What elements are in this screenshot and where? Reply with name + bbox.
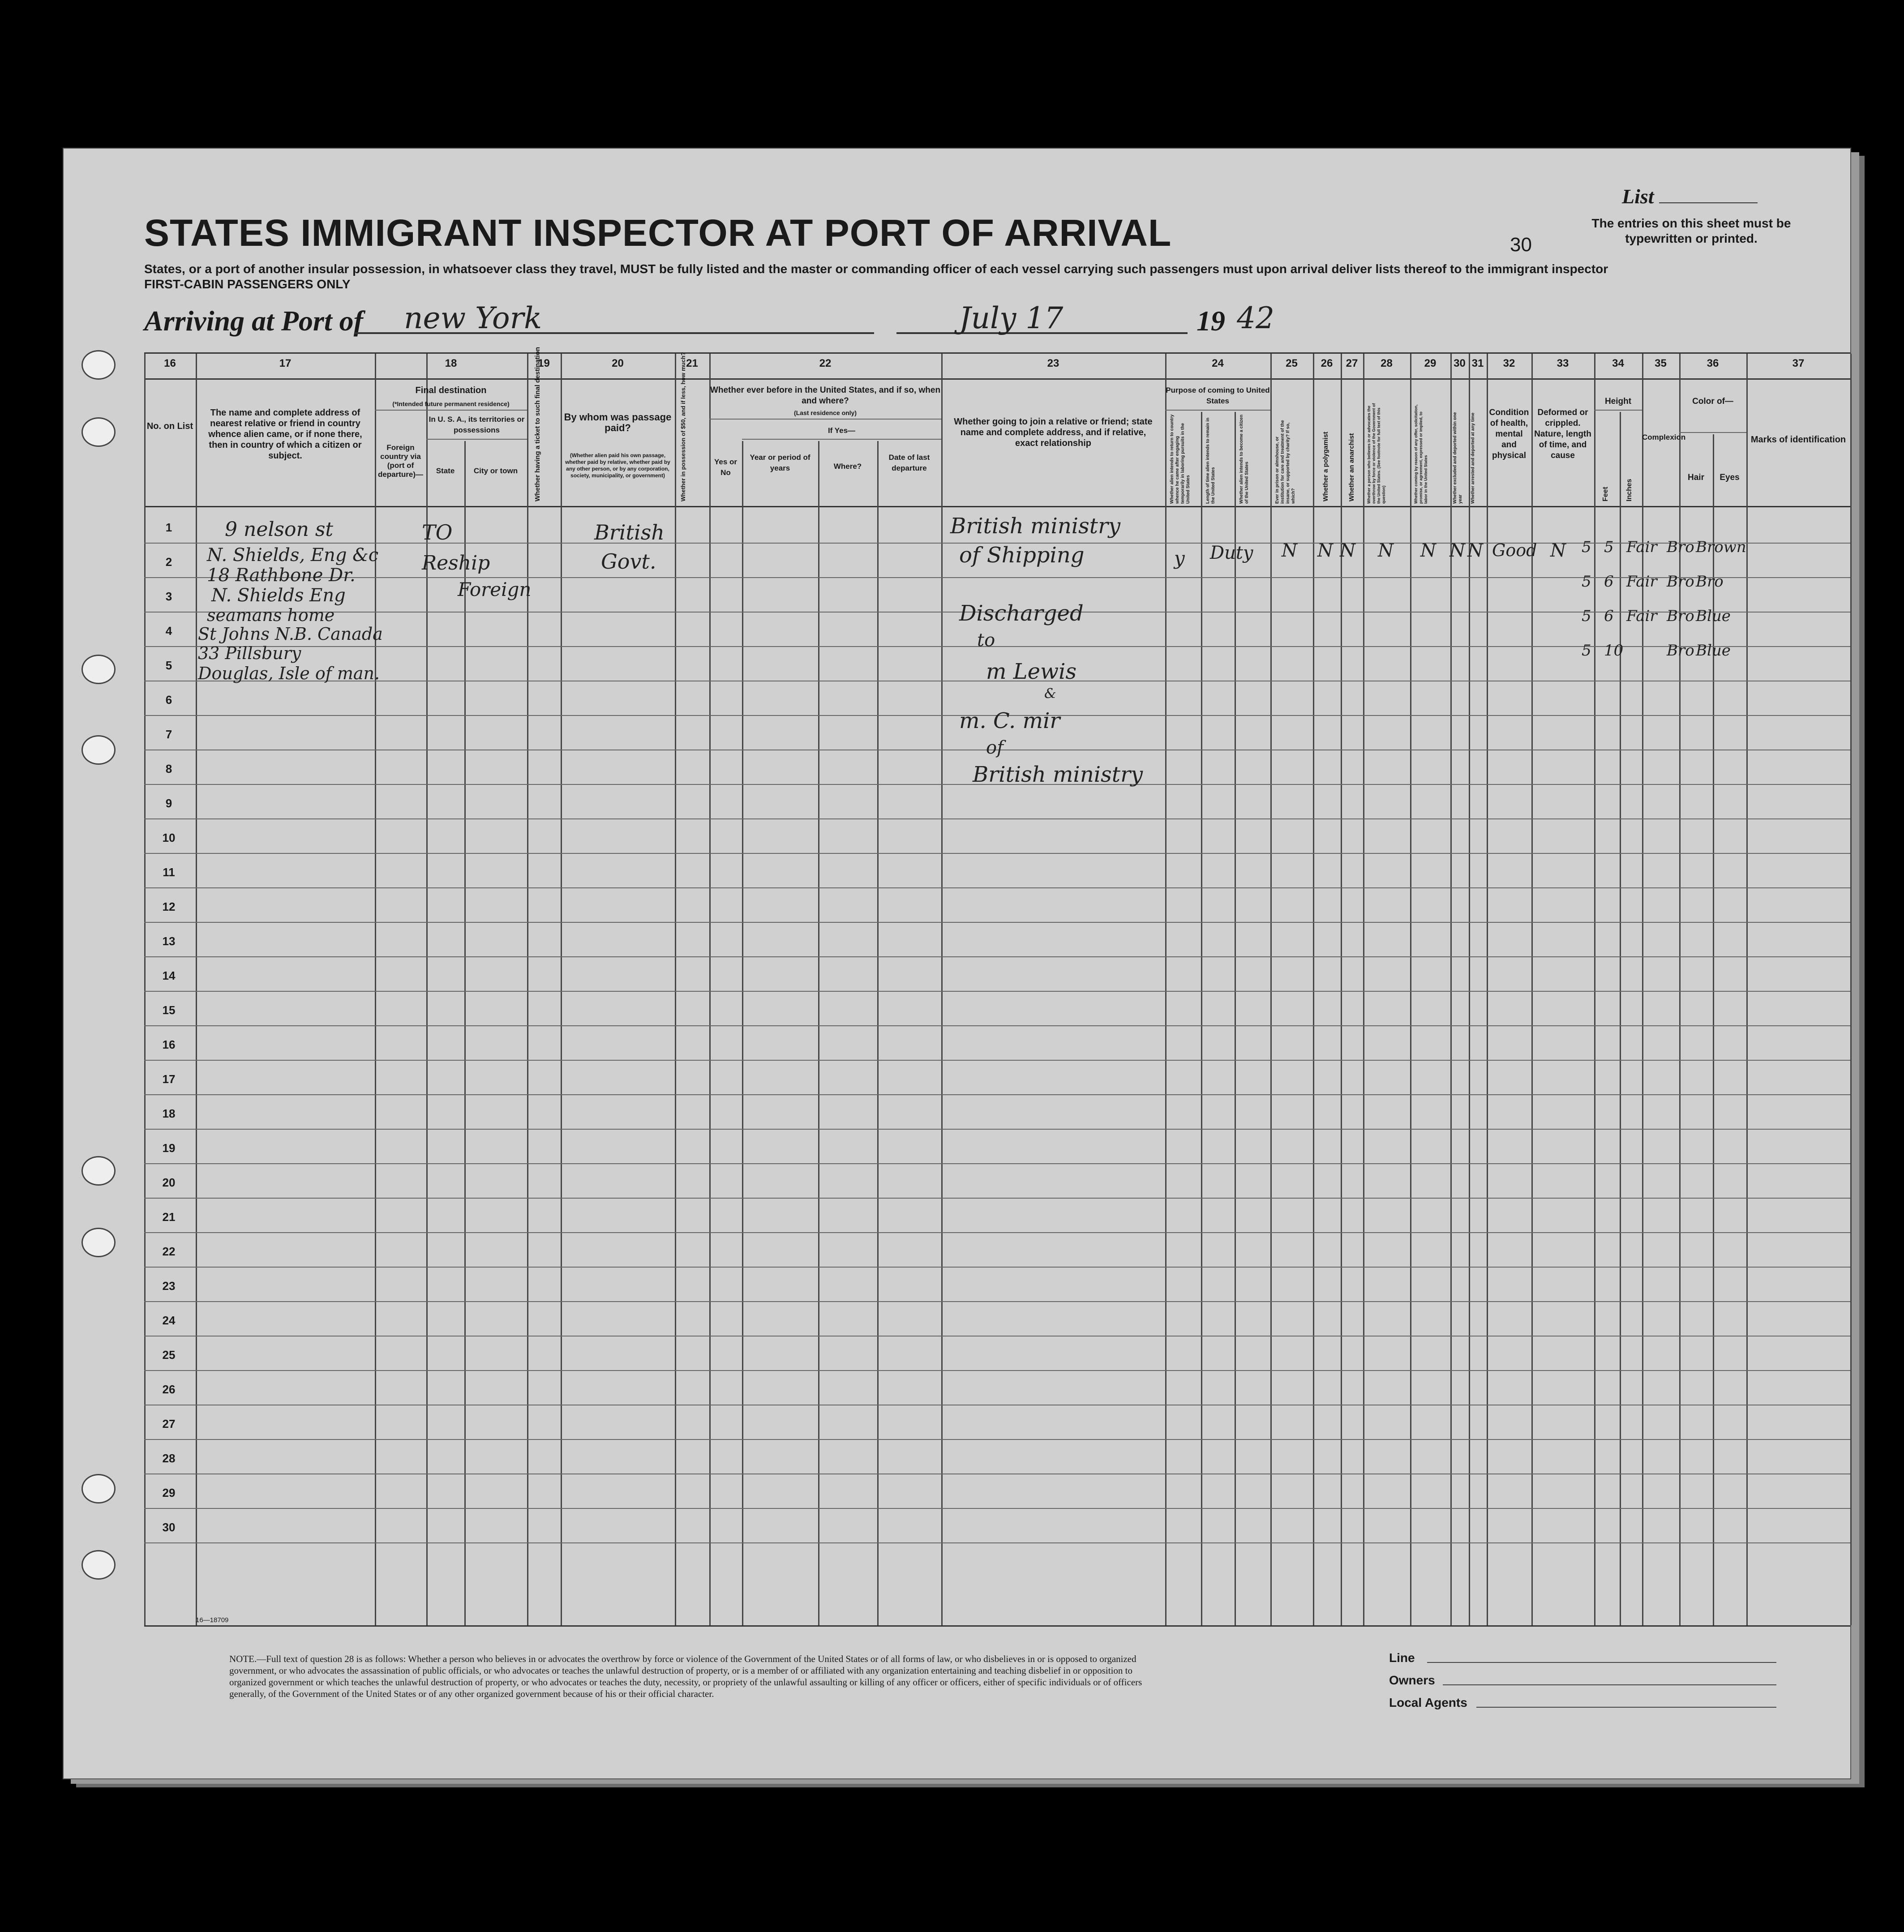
header-height: Height <box>1604 397 1632 406</box>
header-excluded: Whether excluded and deported within one year <box>1453 412 1463 504</box>
height-inches-value: 5 <box>1604 538 1614 556</box>
join-relative-line: to <box>977 630 995 651</box>
table-row <box>144 922 1850 923</box>
table-row <box>144 991 1850 992</box>
table-row <box>144 1129 1850 1130</box>
join-relative-line: m Lewis <box>986 659 1077 684</box>
relative-address-line: St Johns N.B. Canada <box>198 624 383 644</box>
height-inches-value: 10 <box>1604 642 1624 660</box>
row-number: 6 <box>165 693 172 707</box>
hair-color-value: Bro <box>1667 573 1694 591</box>
header-no-on-list: No. on List <box>146 421 193 431</box>
col-number: 33 <box>1557 357 1569 369</box>
header-fifty-dollars: Whether in possession of $50, and if less, how much? <box>680 352 686 501</box>
height-feet-value: 5 <box>1582 538 1591 556</box>
header-where: Where? <box>833 462 862 471</box>
row-number: 8 <box>165 762 172 775</box>
arrival-date: July 17 <box>959 301 1063 335</box>
eye-color-value: Blue <box>1696 607 1731 625</box>
arrested-value: N <box>1467 540 1483 561</box>
binder-ring-icon <box>81 1156 116 1186</box>
header-state: State <box>436 467 455 475</box>
row-number: 19 <box>162 1141 176 1155</box>
table-row <box>144 1060 1850 1061</box>
row-number: 22 <box>162 1245 176 1258</box>
year-suffix: 42 <box>1237 301 1274 335</box>
join-relative-line: British ministry <box>950 514 1121 539</box>
table-row <box>144 1163 1850 1164</box>
header-destination-note: (*Intended future permanent residence) <box>392 400 510 407</box>
header-complexion: Complexion <box>1642 433 1686 441</box>
header-join-relative: Whether going to join a relative or friend; state name and complete address, and if relative, exact relationship <box>954 417 1153 448</box>
table-row <box>144 1370 1850 1371</box>
col-number: 17 <box>279 357 292 369</box>
height-feet-value: 5 <box>1582 607 1591 625</box>
row-number: 9 <box>165 797 172 810</box>
header-ticket: Whether having a ticket to such final destination <box>534 347 541 501</box>
header-foreign-country: Foreign country via (port of departure)— <box>377 443 424 479</box>
table-row <box>144 1267 1850 1268</box>
return-country-value: y <box>1174 547 1185 569</box>
passage-paid-by: British <box>594 520 665 544</box>
footnote-question-28: NOTE.—Full text of question 28 is as follows: Whether a person who believes in or advocates the overthrow by force or violence of the Government of the United States or of all forms of law, or who disbelieves in or is opposed to organized government, or who advocates the assassination of public officials, or who advocates or teaches the unlawful destruction of property, or is a member of or affiliated with any organization entertaining and teaching disbelief in or opposition to organized government or which teaches the unlawful destruction of property, or who advocates or teaches the duty, necessity, or propriety of the unlawful assaulting or killing of any officer or officers, either of specific individuals or of officers generally, of the Government of the United States or of any other organized government because of his or their official character. <box>229 1654 1142 1699</box>
row-number: 13 <box>162 934 176 948</box>
year-prefix: 19 <box>1196 305 1225 337</box>
relative-address-line: seamans home <box>207 605 335 625</box>
page-subtitle: States, or a port of another insular possession, in whatsoever class they travel, MUST be fully listed and the master or commanding officer of each vessel carrying such passengers must upon arrival deliver lists thereof to the immigrant inspector FIRST-CABIN PASSENGERS ONLY <box>144 262 1608 291</box>
header-color-of: Color of— <box>1692 397 1733 406</box>
relative-address-line: 33 Pillsbury <box>198 643 301 663</box>
line-field <box>1427 1662 1776 1663</box>
header-become-citizen: Whether alien intends to become a citizen of the United States <box>1239 415 1249 504</box>
row-number: 5 <box>165 659 172 672</box>
form-number: 16—18709 <box>196 1616 229 1624</box>
binder-ring-icon <box>81 735 116 765</box>
col-number: 25 <box>1286 357 1298 369</box>
col-number: 28 <box>1381 357 1393 369</box>
row-number: 30 <box>162 1521 176 1534</box>
table-row <box>144 887 1850 888</box>
relative-address-line: 9 nelson st <box>225 518 334 541</box>
join-relative-line: of <box>986 737 1003 758</box>
header-yes-no: Yes or No <box>714 458 738 477</box>
owners-field <box>1443 1684 1776 1685</box>
header-before-in-us: Whether ever before in the United States, and if so, when and where? <box>710 386 941 406</box>
eye-color-value: Blue <box>1696 642 1731 660</box>
header-passage-note: (Whether alien paid his own passage, whether paid by relative, whether paid by any other person, or by any corporation, society, municipality, or government) <box>565 452 670 479</box>
hair-color-value: Bro <box>1667 607 1694 625</box>
row-number: 10 <box>162 831 176 844</box>
table-row <box>144 577 1850 578</box>
sheet-number: 30 <box>1510 234 1532 256</box>
col-number: 16 <box>164 357 176 369</box>
header-deformed: Deformed or crippled. Nature, length of time, and cause <box>1534 408 1591 460</box>
col-number: 20 <box>612 357 624 369</box>
col-number: 37 <box>1792 357 1805 369</box>
header-last-departure: Date of last departure <box>888 453 930 472</box>
prison-value: N <box>1282 540 1297 561</box>
destination-city: Foreign <box>458 578 532 600</box>
binder-ring-icon <box>81 1228 116 1257</box>
length-stay-value: Duty <box>1210 543 1253 563</box>
row-number: 7 <box>165 728 172 741</box>
agents-label: Local Agents <box>1389 1696 1467 1709</box>
col-number: 21 <box>686 357 698 369</box>
list-label: List <box>1622 184 1758 208</box>
complexion-value: Fair <box>1626 573 1657 591</box>
relative-address-line: N. Shields, Eng &c <box>207 545 379 565</box>
destination-foreign: TO <box>422 520 453 544</box>
complexion-value: Fair <box>1626 607 1657 625</box>
passage-paid-by: Govt. <box>601 549 656 574</box>
table-row <box>144 1508 1850 1509</box>
table-row <box>144 1232 1850 1233</box>
polygamist-value: N <box>1317 540 1333 561</box>
row-number: 24 <box>162 1314 176 1327</box>
header-anarchist: Whether an anarchist <box>1348 433 1355 501</box>
header-length-stay: Length of time alien intends to remain in the United States <box>1205 417 1216 504</box>
binder-ring-icon <box>81 350 116 380</box>
relative-address-line: N. Shields Eng <box>211 585 346 606</box>
join-relative-line: of Shipping <box>959 543 1085 568</box>
col-number: 27 <box>1346 357 1358 369</box>
col-number: 32 <box>1503 357 1515 369</box>
port-value: new York <box>404 301 542 335</box>
agents-field <box>1476 1707 1776 1708</box>
height-feet-value: 5 <box>1582 642 1591 660</box>
header-polygamist: Whether a polygamist <box>1322 432 1329 501</box>
page-title: STATES IMMIGRANT INSPECTOR AT PORT OF ARRIVAL <box>144 212 1172 254</box>
entries-note: The entries on this sheet must be typewritten or printed. <box>1591 216 1791 245</box>
header-hair: Hair <box>1688 473 1704 482</box>
join-relative-line: Discharged <box>959 601 1084 626</box>
eye-color-value: Bro <box>1696 573 1724 591</box>
table-row <box>144 818 1850 819</box>
table-row <box>144 646 1850 647</box>
table-row <box>144 1439 1850 1440</box>
col-number: 30 <box>1454 357 1466 369</box>
header-inches: Inches <box>1625 479 1633 501</box>
row-number: 14 <box>162 969 176 982</box>
table-row <box>144 956 1850 957</box>
table-row <box>144 1301 1850 1302</box>
header-condition: Condition of health, mental and physical <box>1489 408 1529 460</box>
join-relative-line: British ministry <box>973 762 1143 787</box>
height-feet-value: 5 <box>1582 573 1591 591</box>
header-in-usa: In U. S. A., its territories or possessions <box>429 415 525 434</box>
table-row <box>144 1542 1850 1543</box>
row-number: 2 <box>165 555 172 569</box>
hair-color-value: Bro <box>1667 642 1694 660</box>
col-number: 19 <box>538 357 550 369</box>
col-number: 31 <box>1471 357 1484 369</box>
join-relative-line: & <box>1044 686 1056 702</box>
header-year-period: Year or period of years <box>750 453 810 472</box>
excluded-value: N <box>1449 540 1465 561</box>
hair-color-value: Bro <box>1667 538 1694 556</box>
labor-offer-value: N <box>1420 540 1436 561</box>
header-city: City or town <box>473 467 518 475</box>
row-number: 15 <box>162 1003 176 1017</box>
header-feet: Feet <box>1602 487 1609 501</box>
row-number: 1 <box>165 521 172 534</box>
binder-ring-icon <box>81 1474 116 1504</box>
eye-color-value: Brown <box>1696 538 1746 556</box>
header-return-country: Whether alien intends to return to country whence he came after engaging temporarily in laboring pursuits in the United States <box>1170 414 1191 504</box>
row-number: 28 <box>162 1452 176 1465</box>
height-inches-value: 6 <box>1604 573 1614 591</box>
overthrow-value: N <box>1378 540 1394 561</box>
col-number: 18 <box>445 357 457 369</box>
col-number: 23 <box>1047 357 1059 369</box>
table-row <box>144 1336 1850 1337</box>
anarchist-value: N <box>1340 540 1355 561</box>
col-number: 24 <box>1212 357 1224 369</box>
join-relative-line: m. C. mir <box>959 708 1060 733</box>
binder-ring-icon <box>81 655 116 684</box>
header-eyes: Eyes <box>1720 473 1740 482</box>
col-number: 22 <box>819 357 832 369</box>
table-row <box>144 1198 1850 1199</box>
binder-ring-icon <box>81 417 116 447</box>
col-number: 35 <box>1655 357 1667 369</box>
row-number: 18 <box>162 1107 176 1120</box>
header-last-residence: (Last residence only) <box>793 409 857 416</box>
header-purpose: Purpose of coming to United States <box>1166 386 1270 405</box>
deformed-value: N <box>1550 540 1566 561</box>
row-number: 4 <box>165 624 172 638</box>
row-number: 3 <box>165 590 172 603</box>
row-number: 25 <box>162 1348 176 1362</box>
row-number: 12 <box>162 900 176 913</box>
row-number: 11 <box>163 865 175 879</box>
binder-ring-icon <box>81 1550 116 1580</box>
row-number: 27 <box>162 1417 176 1431</box>
row-number: 26 <box>162 1383 176 1396</box>
header-arrested: Whether arrested and deported at any time <box>1471 412 1475 504</box>
row-number: 23 <box>162 1279 176 1293</box>
owners-label: Owners <box>1389 1673 1435 1687</box>
header-marks: Marks of identification <box>1750 435 1846 445</box>
header-passage-paid: By whom was passage paid? <box>564 411 672 433</box>
row-number: 29 <box>162 1486 176 1499</box>
health-value: Good <box>1492 540 1537 560</box>
destination-state: Reship <box>422 552 490 574</box>
col-number: 29 <box>1424 357 1437 369</box>
header-final-destination: Final destination <box>415 386 487 395</box>
relative-address-line: Douglas, Isle of man. <box>198 664 380 683</box>
header-nearest-relative: The name and complete address of nearest relative or friend in country whence alien came, or if none there, then in country of which a citizen or subject. <box>208 408 362 461</box>
table-row <box>144 1094 1850 1095</box>
row-number: 20 <box>162 1176 176 1189</box>
table-row <box>144 853 1850 854</box>
col-number: 34 <box>1612 357 1624 369</box>
row-number: 21 <box>162 1210 176 1224</box>
header-prison: Ever in prison or almshouse, or institution for care and treatment of the insane, or supported by charity? If so, which? <box>1275 420 1296 504</box>
col-number: 26 <box>1321 357 1333 369</box>
table-row <box>144 1025 1850 1026</box>
manifest-sheet <box>63 148 1851 1779</box>
complexion-value: Fair <box>1626 538 1657 556</box>
relative-address-line: 18 Rathbone Dr. <box>207 565 356 586</box>
row-number: 16 <box>162 1038 176 1051</box>
header-labor-offer: Whether coming by reason of any offer, solicitation, promise, or agreement, expressed or implied, to labor in the United States <box>1414 404 1428 504</box>
header-overthrow: Whether a person who believes in or advocates the overthrow by force or violence of the Government of the United States. (See footnote for full text of this question) <box>1367 403 1386 504</box>
col-number: 36 <box>1707 357 1719 369</box>
line-label: Line <box>1389 1651 1415 1665</box>
height-inches-value: 6 <box>1604 607 1614 625</box>
arriving-label: Arriving at Port of <box>144 305 363 337</box>
header-if-yes: If Yes— <box>828 426 856 435</box>
row-number: 17 <box>162 1072 176 1086</box>
